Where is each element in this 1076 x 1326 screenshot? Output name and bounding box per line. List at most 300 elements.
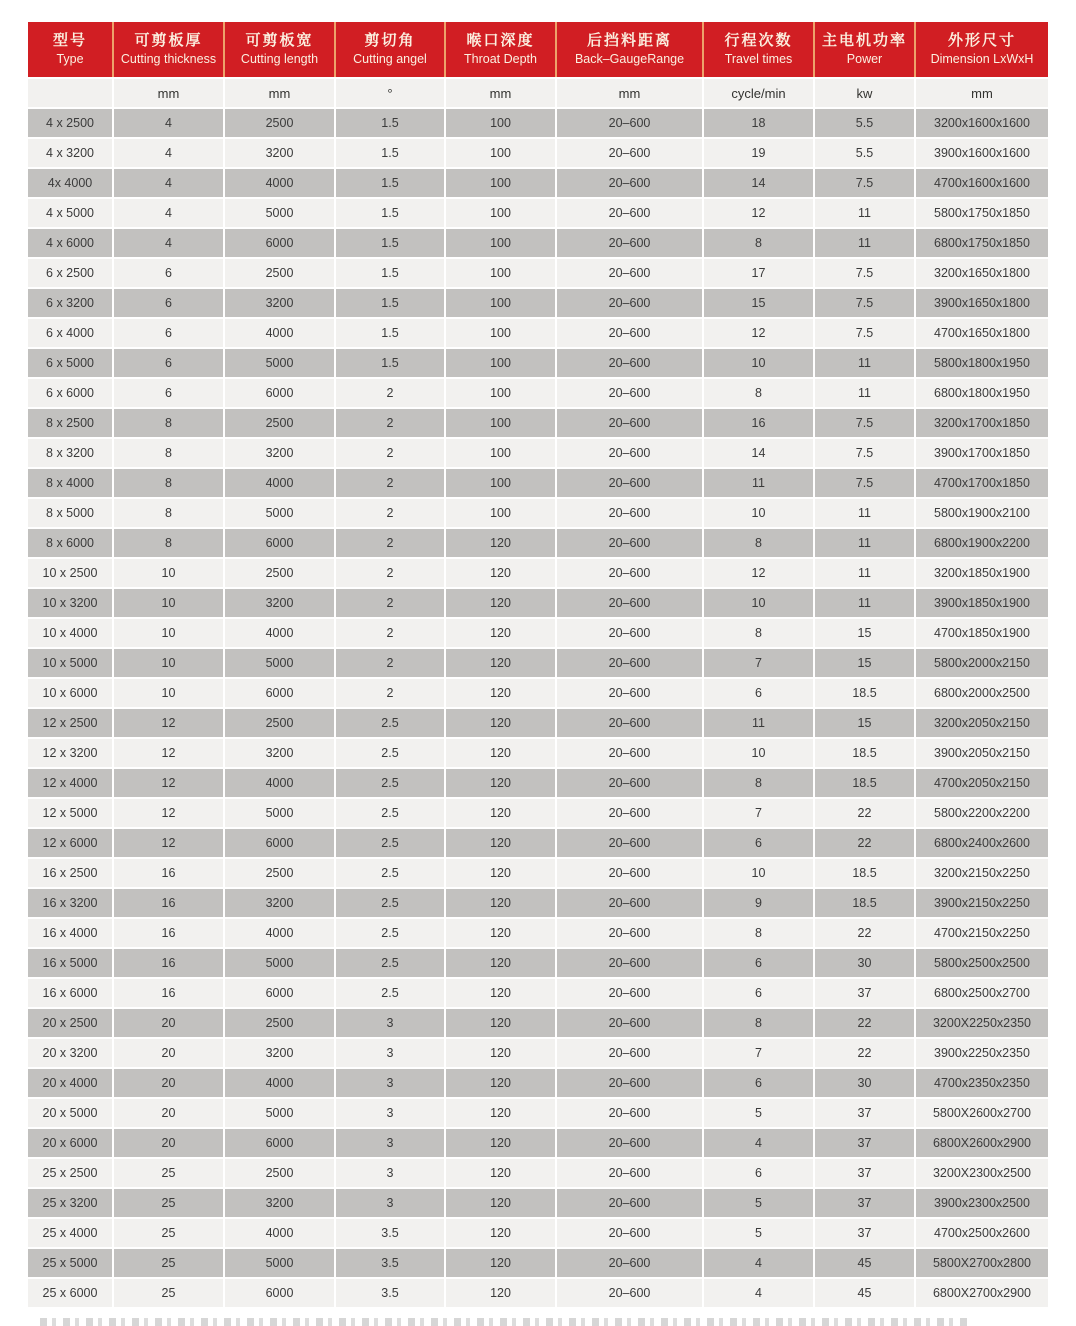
cell-cutting_angle: 2 bbox=[336, 647, 446, 677]
cell-power: 22 bbox=[815, 1037, 916, 1067]
cell-dimension: 6800x1800x1950 bbox=[916, 377, 1048, 407]
header-cutting-length bbox=[225, 22, 336, 77]
cell-dimension: 3900x2300x2500 bbox=[916, 1187, 1048, 1217]
cell-cutting_angle: 3 bbox=[336, 1187, 446, 1217]
cell-travel_times: 8 bbox=[704, 617, 815, 647]
units-row bbox=[28, 77, 1048, 107]
cell-cutting_thickness: 16 bbox=[114, 947, 225, 977]
table-row bbox=[28, 617, 1048, 647]
cell-throat_depth: 120 bbox=[446, 917, 557, 947]
cell-back_gauge_range: 20–600 bbox=[557, 197, 704, 227]
cell-type: 16 x 2500 bbox=[28, 857, 114, 887]
cell-dimension: 5800x2000x2150 bbox=[916, 647, 1048, 677]
cell-throat_depth: 120 bbox=[446, 1247, 557, 1277]
cell-type: 6 x 2500 bbox=[28, 257, 114, 287]
cell-throat_depth: 100 bbox=[446, 167, 557, 197]
cell-travel_times: 11 bbox=[704, 707, 815, 737]
table-row bbox=[28, 947, 1048, 977]
cell-throat_depth: 100 bbox=[446, 497, 557, 527]
cell-cutting_thickness: 4 bbox=[114, 197, 225, 227]
cell-cutting_length: 2500 bbox=[225, 107, 336, 137]
cell-power: 11 bbox=[815, 527, 916, 557]
cell-cutting_angle: 2.5 bbox=[336, 707, 446, 737]
cell-dimension: 3200x1700x1850 bbox=[916, 407, 1048, 437]
cell-throat_depth: 120 bbox=[446, 1007, 557, 1037]
cell-cutting_length: 2500 bbox=[225, 257, 336, 287]
cell-cutting_length: 6000 bbox=[225, 1127, 336, 1157]
table-row bbox=[28, 1127, 1048, 1157]
cell-travel_times: 12 bbox=[704, 317, 815, 347]
cell-throat_depth: 100 bbox=[446, 107, 557, 137]
cell-cutting_thickness: 10 bbox=[114, 677, 225, 707]
unit-power: kw bbox=[815, 77, 916, 107]
cell-cutting_length: 4000 bbox=[225, 1067, 336, 1097]
cell-cutting_thickness: 6 bbox=[114, 347, 225, 377]
cell-back_gauge_range: 20–600 bbox=[557, 1037, 704, 1067]
unit-travel-times: cycle/min bbox=[704, 77, 815, 107]
cell-cutting_length: 4000 bbox=[225, 917, 336, 947]
cell-cutting_length: 6000 bbox=[225, 977, 336, 1007]
table-row bbox=[28, 917, 1048, 947]
cell-throat_depth: 100 bbox=[446, 347, 557, 377]
cell-throat_depth: 100 bbox=[446, 317, 557, 347]
table-row bbox=[28, 437, 1048, 467]
cell-throat_depth: 120 bbox=[446, 707, 557, 737]
cell-dimension: 3900x1850x1900 bbox=[916, 587, 1048, 617]
cell-throat_depth: 120 bbox=[446, 557, 557, 587]
spec-table-body bbox=[28, 107, 1048, 1307]
table-row bbox=[28, 1217, 1048, 1247]
cell-throat_depth: 120 bbox=[446, 1067, 557, 1097]
cell-type: 16 x 5000 bbox=[28, 947, 114, 977]
cell-dimension: 3200X2250x2350 bbox=[916, 1007, 1048, 1037]
cell-travel_times: 6 bbox=[704, 1157, 815, 1187]
cell-back_gauge_range: 20–600 bbox=[557, 347, 704, 377]
cell-back_gauge_range: 20–600 bbox=[557, 707, 704, 737]
table-row bbox=[28, 797, 1048, 827]
cell-cutting_thickness: 4 bbox=[114, 167, 225, 197]
cell-cutting_thickness: 12 bbox=[114, 797, 225, 827]
cell-cutting_angle: 2.5 bbox=[336, 917, 446, 947]
header-power-en: Power bbox=[846, 52, 883, 67]
cell-cutting_length: 6000 bbox=[225, 377, 336, 407]
cell-travel_times: 9 bbox=[704, 887, 815, 917]
cell-back_gauge_range: 20–600 bbox=[557, 767, 704, 797]
cell-type: 12 x 4000 bbox=[28, 767, 114, 797]
cell-back_gauge_range: 20–600 bbox=[557, 887, 704, 917]
header-back-gauge-range bbox=[557, 22, 704, 77]
cell-power: 22 bbox=[815, 827, 916, 857]
cell-dimension: 5800x2500x2500 bbox=[916, 947, 1048, 977]
header-cutting-length-en: Cutting length bbox=[240, 52, 319, 67]
cell-dimension: 4700x2050x2150 bbox=[916, 767, 1048, 797]
cell-throat_depth: 120 bbox=[446, 797, 557, 827]
cell-throat_depth: 100 bbox=[446, 467, 557, 497]
cell-back_gauge_range: 20–600 bbox=[557, 1067, 704, 1097]
cell-throat_depth: 100 bbox=[446, 137, 557, 167]
cell-dimension: 3200x1650x1800 bbox=[916, 257, 1048, 287]
unit-dimension: mm bbox=[916, 77, 1048, 107]
cell-cutting_thickness: 6 bbox=[114, 287, 225, 317]
cell-cutting_thickness: 20 bbox=[114, 1037, 225, 1067]
cell-cutting_angle: 2 bbox=[336, 677, 446, 707]
cell-back_gauge_range: 20–600 bbox=[557, 647, 704, 677]
table-row bbox=[28, 317, 1048, 347]
header-type-zh: 型号 bbox=[52, 32, 87, 50]
cell-power: 18.5 bbox=[815, 767, 916, 797]
unit-cutting-thickness: mm bbox=[114, 77, 225, 107]
cell-dimension: 4700x2150x2250 bbox=[916, 917, 1048, 947]
cell-throat_depth: 120 bbox=[446, 887, 557, 917]
table-row bbox=[28, 647, 1048, 677]
cell-type: 10 x 5000 bbox=[28, 647, 114, 677]
cell-type: 12 x 3200 bbox=[28, 737, 114, 767]
cell-type: 4 x 5000 bbox=[28, 197, 114, 227]
header-travel-times bbox=[704, 22, 815, 77]
cell-power: 5.5 bbox=[815, 107, 916, 137]
cell-dimension: 3200x1600x1600 bbox=[916, 107, 1048, 137]
table-row bbox=[28, 767, 1048, 797]
cell-power: 18.5 bbox=[815, 677, 916, 707]
cell-travel_times: 15 bbox=[704, 287, 815, 317]
cell-cutting_length: 6000 bbox=[225, 677, 336, 707]
header-cutting-length-zh: 可剪板宽 bbox=[245, 32, 314, 50]
cell-type: 10 x 3200 bbox=[28, 587, 114, 617]
cell-cutting_angle: 2 bbox=[336, 467, 446, 497]
cell-cutting_thickness: 8 bbox=[114, 527, 225, 557]
cell-cutting_length: 4000 bbox=[225, 767, 336, 797]
cell-back_gauge_range: 20–600 bbox=[557, 107, 704, 137]
cell-travel_times: 8 bbox=[704, 377, 815, 407]
table-row bbox=[28, 857, 1048, 887]
table-row bbox=[28, 347, 1048, 377]
cell-power: 7.5 bbox=[815, 407, 916, 437]
cell-power: 18.5 bbox=[815, 887, 916, 917]
cell-type: 16 x 6000 bbox=[28, 977, 114, 1007]
cell-cutting_length: 2500 bbox=[225, 557, 336, 587]
cell-travel_times: 7 bbox=[704, 647, 815, 677]
cell-cutting_length: 5000 bbox=[225, 947, 336, 977]
header-type-en: Type bbox=[56, 52, 84, 67]
cell-travel_times: 6 bbox=[704, 947, 815, 977]
cell-cutting_length: 2500 bbox=[225, 1007, 336, 1037]
cell-cutting_length: 2500 bbox=[225, 707, 336, 737]
cell-throat_depth: 100 bbox=[446, 227, 557, 257]
cell-travel_times: 14 bbox=[704, 167, 815, 197]
header-back-gauge-range-zh: 后挡料距离 bbox=[586, 32, 672, 50]
cell-back_gauge_range: 20–600 bbox=[557, 617, 704, 647]
cell-dimension: 3900x2150x2250 bbox=[916, 887, 1048, 917]
cell-back_gauge_range: 20–600 bbox=[557, 1097, 704, 1127]
cell-cutting_length: 3200 bbox=[225, 737, 336, 767]
table-row bbox=[28, 467, 1048, 497]
header-cutting-thickness bbox=[114, 22, 225, 77]
table-row bbox=[28, 407, 1048, 437]
cell-cutting_length: 6000 bbox=[225, 1277, 336, 1307]
table-row bbox=[28, 827, 1048, 857]
cell-power: 7.5 bbox=[815, 287, 916, 317]
cell-cutting_angle: 1.5 bbox=[336, 347, 446, 377]
cell-cutting_angle: 3.5 bbox=[336, 1277, 446, 1307]
cell-cutting_length: 6000 bbox=[225, 527, 336, 557]
cell-throat_depth: 120 bbox=[446, 1217, 557, 1247]
cell-cutting_length: 3200 bbox=[225, 1037, 336, 1067]
cell-cutting_angle: 2.5 bbox=[336, 857, 446, 887]
header-power-zh: 主电机功率 bbox=[821, 32, 907, 50]
cell-travel_times: 6 bbox=[704, 977, 815, 1007]
cell-back_gauge_range: 20–600 bbox=[557, 947, 704, 977]
cell-travel_times: 10 bbox=[704, 587, 815, 617]
cell-dimension: 4700x2500x2600 bbox=[916, 1217, 1048, 1247]
cell-cutting_length: 5000 bbox=[225, 647, 336, 677]
cell-cutting_angle: 3.5 bbox=[336, 1217, 446, 1247]
cell-power: 18.5 bbox=[815, 857, 916, 887]
cell-dimension: 5800X2700x2800 bbox=[916, 1247, 1048, 1277]
cell-cutting_thickness: 25 bbox=[114, 1157, 225, 1187]
cell-type: 6 x 5000 bbox=[28, 347, 114, 377]
cell-cutting_thickness: 12 bbox=[114, 737, 225, 767]
cell-travel_times: 12 bbox=[704, 557, 815, 587]
table-row bbox=[28, 1277, 1048, 1307]
cell-dimension: 3900x2250x2350 bbox=[916, 1037, 1048, 1067]
cell-back_gauge_range: 20–600 bbox=[557, 1187, 704, 1217]
cell-type: 4 x 2500 bbox=[28, 107, 114, 137]
cell-cutting_angle: 3 bbox=[336, 1127, 446, 1157]
cell-type: 25 x 6000 bbox=[28, 1277, 114, 1307]
cell-power: 11 bbox=[815, 497, 916, 527]
unit-cutting-length: mm bbox=[225, 77, 336, 107]
cell-power: 11 bbox=[815, 587, 916, 617]
cell-back_gauge_range: 20–600 bbox=[557, 1127, 704, 1157]
header-cutting-angle-zh: 剪切角 bbox=[364, 32, 416, 50]
cell-throat_depth: 120 bbox=[446, 827, 557, 857]
cell-cutting_angle: 2 bbox=[336, 497, 446, 527]
cell-cutting_thickness: 16 bbox=[114, 977, 225, 1007]
cell-cutting_length: 5000 bbox=[225, 347, 336, 377]
cell-cutting_thickness: 10 bbox=[114, 557, 225, 587]
cell-cutting_length: 3200 bbox=[225, 437, 336, 467]
cell-cutting_thickness: 25 bbox=[114, 1187, 225, 1217]
cell-dimension: 3200x2050x2150 bbox=[916, 707, 1048, 737]
cell-type: 25 x 3200 bbox=[28, 1187, 114, 1217]
cell-dimension: 4700x1850x1900 bbox=[916, 617, 1048, 647]
cell-cutting_length: 3200 bbox=[225, 587, 336, 617]
cell-cutting_thickness: 8 bbox=[114, 407, 225, 437]
cell-power: 15 bbox=[815, 647, 916, 677]
cell-type: 25 x 5000 bbox=[28, 1247, 114, 1277]
cell-dimension: 6800x2000x2500 bbox=[916, 677, 1048, 707]
cell-power: 37 bbox=[815, 977, 916, 1007]
unit-type bbox=[28, 77, 114, 107]
cell-travel_times: 8 bbox=[704, 767, 815, 797]
cell-dimension: 6800x1750x1850 bbox=[916, 227, 1048, 257]
cell-throat_depth: 120 bbox=[446, 1187, 557, 1217]
cell-power: 37 bbox=[815, 1157, 916, 1187]
cell-throat_depth: 120 bbox=[446, 977, 557, 1007]
cell-travel_times: 4 bbox=[704, 1247, 815, 1277]
cell-back_gauge_range: 20–600 bbox=[557, 1247, 704, 1277]
cell-cutting_thickness: 10 bbox=[114, 647, 225, 677]
cell-power: 45 bbox=[815, 1277, 916, 1307]
cell-back_gauge_range: 20–600 bbox=[557, 377, 704, 407]
cell-throat_depth: 120 bbox=[446, 1277, 557, 1307]
cell-power: 11 bbox=[815, 197, 916, 227]
cell-travel_times: 11 bbox=[704, 467, 815, 497]
cell-type: 8 x 2500 bbox=[28, 407, 114, 437]
cell-travel_times: 6 bbox=[704, 677, 815, 707]
cell-power: 7.5 bbox=[815, 437, 916, 467]
cell-travel_times: 10 bbox=[704, 737, 815, 767]
cell-cutting_angle: 2 bbox=[336, 587, 446, 617]
cell-dimension: 3900x1600x1600 bbox=[916, 137, 1048, 167]
cell-cutting_length: 3200 bbox=[225, 137, 336, 167]
cell-cutting_thickness: 4 bbox=[114, 227, 225, 257]
cell-cutting_thickness: 10 bbox=[114, 587, 225, 617]
cell-cutting_angle: 2.5 bbox=[336, 827, 446, 857]
cell-power: 7.5 bbox=[815, 317, 916, 347]
cell-cutting_angle: 1.5 bbox=[336, 137, 446, 167]
cell-cutting_length: 5000 bbox=[225, 197, 336, 227]
cell-type: 6 x 6000 bbox=[28, 377, 114, 407]
cell-back_gauge_range: 20–600 bbox=[557, 977, 704, 1007]
cell-throat_depth: 100 bbox=[446, 437, 557, 467]
cell-travel_times: 10 bbox=[704, 857, 815, 887]
cell-throat_depth: 120 bbox=[446, 767, 557, 797]
cell-cutting_thickness: 10 bbox=[114, 617, 225, 647]
cell-type: 20 x 5000 bbox=[28, 1097, 114, 1127]
cell-type: 12 x 6000 bbox=[28, 827, 114, 857]
cell-power: 15 bbox=[815, 707, 916, 737]
cell-power: 11 bbox=[815, 377, 916, 407]
cell-power: 7.5 bbox=[815, 467, 916, 497]
cell-cutting_length: 2500 bbox=[225, 857, 336, 887]
cell-cutting_angle: 2 bbox=[336, 557, 446, 587]
cell-cutting_thickness: 16 bbox=[114, 887, 225, 917]
cell-power: 11 bbox=[815, 347, 916, 377]
header-row bbox=[28, 22, 1048, 77]
cell-back_gauge_range: 20–600 bbox=[557, 797, 704, 827]
cell-travel_times: 10 bbox=[704, 347, 815, 377]
cell-cutting_thickness: 6 bbox=[114, 317, 225, 347]
cell-type: 4x 4000 bbox=[28, 167, 114, 197]
cell-cutting_length: 6000 bbox=[225, 227, 336, 257]
cell-power: 5.5 bbox=[815, 137, 916, 167]
cell-cutting_thickness: 12 bbox=[114, 767, 225, 797]
cell-cutting_thickness: 6 bbox=[114, 257, 225, 287]
cell-cutting_angle: 3 bbox=[336, 1097, 446, 1127]
cell-type: 16 x 4000 bbox=[28, 917, 114, 947]
cell-throat_depth: 120 bbox=[446, 527, 557, 557]
cell-cutting_angle: 2.5 bbox=[336, 737, 446, 767]
cell-cutting_thickness: 16 bbox=[114, 857, 225, 887]
cell-cutting_thickness: 20 bbox=[114, 1007, 225, 1037]
cell-cutting_length: 5000 bbox=[225, 1097, 336, 1127]
cell-travel_times: 14 bbox=[704, 437, 815, 467]
cell-power: 22 bbox=[815, 917, 916, 947]
cell-travel_times: 6 bbox=[704, 827, 815, 857]
cell-throat_depth: 100 bbox=[446, 197, 557, 227]
cell-cutting_length: 3200 bbox=[225, 1187, 336, 1217]
cell-back_gauge_range: 20–600 bbox=[557, 827, 704, 857]
cell-cutting_thickness: 6 bbox=[114, 377, 225, 407]
table-row bbox=[28, 1007, 1048, 1037]
header-travel-times-zh: 行程次数 bbox=[724, 32, 793, 50]
cell-cutting_thickness: 4 bbox=[114, 137, 225, 167]
spec-table bbox=[28, 22, 1048, 1307]
cell-back_gauge_range: 20–600 bbox=[557, 467, 704, 497]
table-row bbox=[28, 377, 1048, 407]
cell-throat_depth: 120 bbox=[446, 1037, 557, 1067]
cell-dimension: 3900x2050x2150 bbox=[916, 737, 1048, 767]
cell-throat_depth: 120 bbox=[446, 677, 557, 707]
cell-back_gauge_range: 20–600 bbox=[557, 257, 704, 287]
cell-throat_depth: 120 bbox=[446, 737, 557, 767]
cell-throat_depth: 120 bbox=[446, 1127, 557, 1157]
cell-power: 11 bbox=[815, 557, 916, 587]
table-row bbox=[28, 1157, 1048, 1187]
cell-cutting_angle: 2 bbox=[336, 377, 446, 407]
unit-cutting-angle: ° bbox=[336, 77, 446, 107]
cell-cutting_thickness: 25 bbox=[114, 1247, 225, 1277]
cell-dimension: 5800X2600x2700 bbox=[916, 1097, 1048, 1127]
header-cutting-thickness-zh: 可剪板厚 bbox=[134, 32, 203, 50]
cell-power: 30 bbox=[815, 1067, 916, 1097]
cell-dimension: 3200x1850x1900 bbox=[916, 557, 1048, 587]
cell-cutting_angle: 1.5 bbox=[336, 107, 446, 137]
unit-back-gauge-range: mm bbox=[557, 77, 704, 107]
header-dimension-en: Dimension LxWxH bbox=[930, 52, 1034, 67]
cell-throat_depth: 100 bbox=[446, 257, 557, 287]
cell-back_gauge_range: 20–600 bbox=[557, 1007, 704, 1037]
header-dimension bbox=[916, 22, 1048, 77]
cell-travel_times: 5 bbox=[704, 1217, 815, 1247]
cell-travel_times: 16 bbox=[704, 407, 815, 437]
cell-cutting_length: 5000 bbox=[225, 497, 336, 527]
cell-back_gauge_range: 20–600 bbox=[557, 857, 704, 887]
table-row bbox=[28, 287, 1048, 317]
cell-cutting_thickness: 12 bbox=[114, 707, 225, 737]
table-row bbox=[28, 1247, 1048, 1277]
spec-table-container bbox=[28, 22, 1048, 1307]
cell-cutting_thickness: 20 bbox=[114, 1097, 225, 1127]
table-row bbox=[28, 527, 1048, 557]
cell-cutting_angle: 3 bbox=[336, 1007, 446, 1037]
header-travel-times-en: Travel times bbox=[724, 52, 793, 67]
cell-back_gauge_range: 20–600 bbox=[557, 587, 704, 617]
cell-cutting_length: 4000 bbox=[225, 167, 336, 197]
cell-travel_times: 7 bbox=[704, 797, 815, 827]
cell-type: 10 x 4000 bbox=[28, 617, 114, 647]
table-row bbox=[28, 227, 1048, 257]
cell-cutting_thickness: 12 bbox=[114, 827, 225, 857]
cell-throat_depth: 120 bbox=[446, 947, 557, 977]
cell-type: 12 x 2500 bbox=[28, 707, 114, 737]
header-throat-depth bbox=[446, 22, 557, 77]
cell-dimension: 3900x1700x1850 bbox=[916, 437, 1048, 467]
cell-dimension: 3900x1650x1800 bbox=[916, 287, 1048, 317]
table-row bbox=[28, 737, 1048, 767]
cell-travel_times: 8 bbox=[704, 227, 815, 257]
cell-cutting_angle: 1.5 bbox=[336, 167, 446, 197]
cell-power: 37 bbox=[815, 1187, 916, 1217]
cell-dimension: 5800x1750x1850 bbox=[916, 197, 1048, 227]
cell-cutting_length: 4000 bbox=[225, 317, 336, 347]
header-back-gauge-range-en: Back–GaugeRange bbox=[574, 52, 685, 67]
header-cutting-angle-en: Cutting angel bbox=[353, 52, 427, 67]
cell-cutting_angle: 3.5 bbox=[336, 1247, 446, 1277]
cell-back_gauge_range: 20–600 bbox=[557, 677, 704, 707]
cell-back_gauge_range: 20–600 bbox=[557, 167, 704, 197]
